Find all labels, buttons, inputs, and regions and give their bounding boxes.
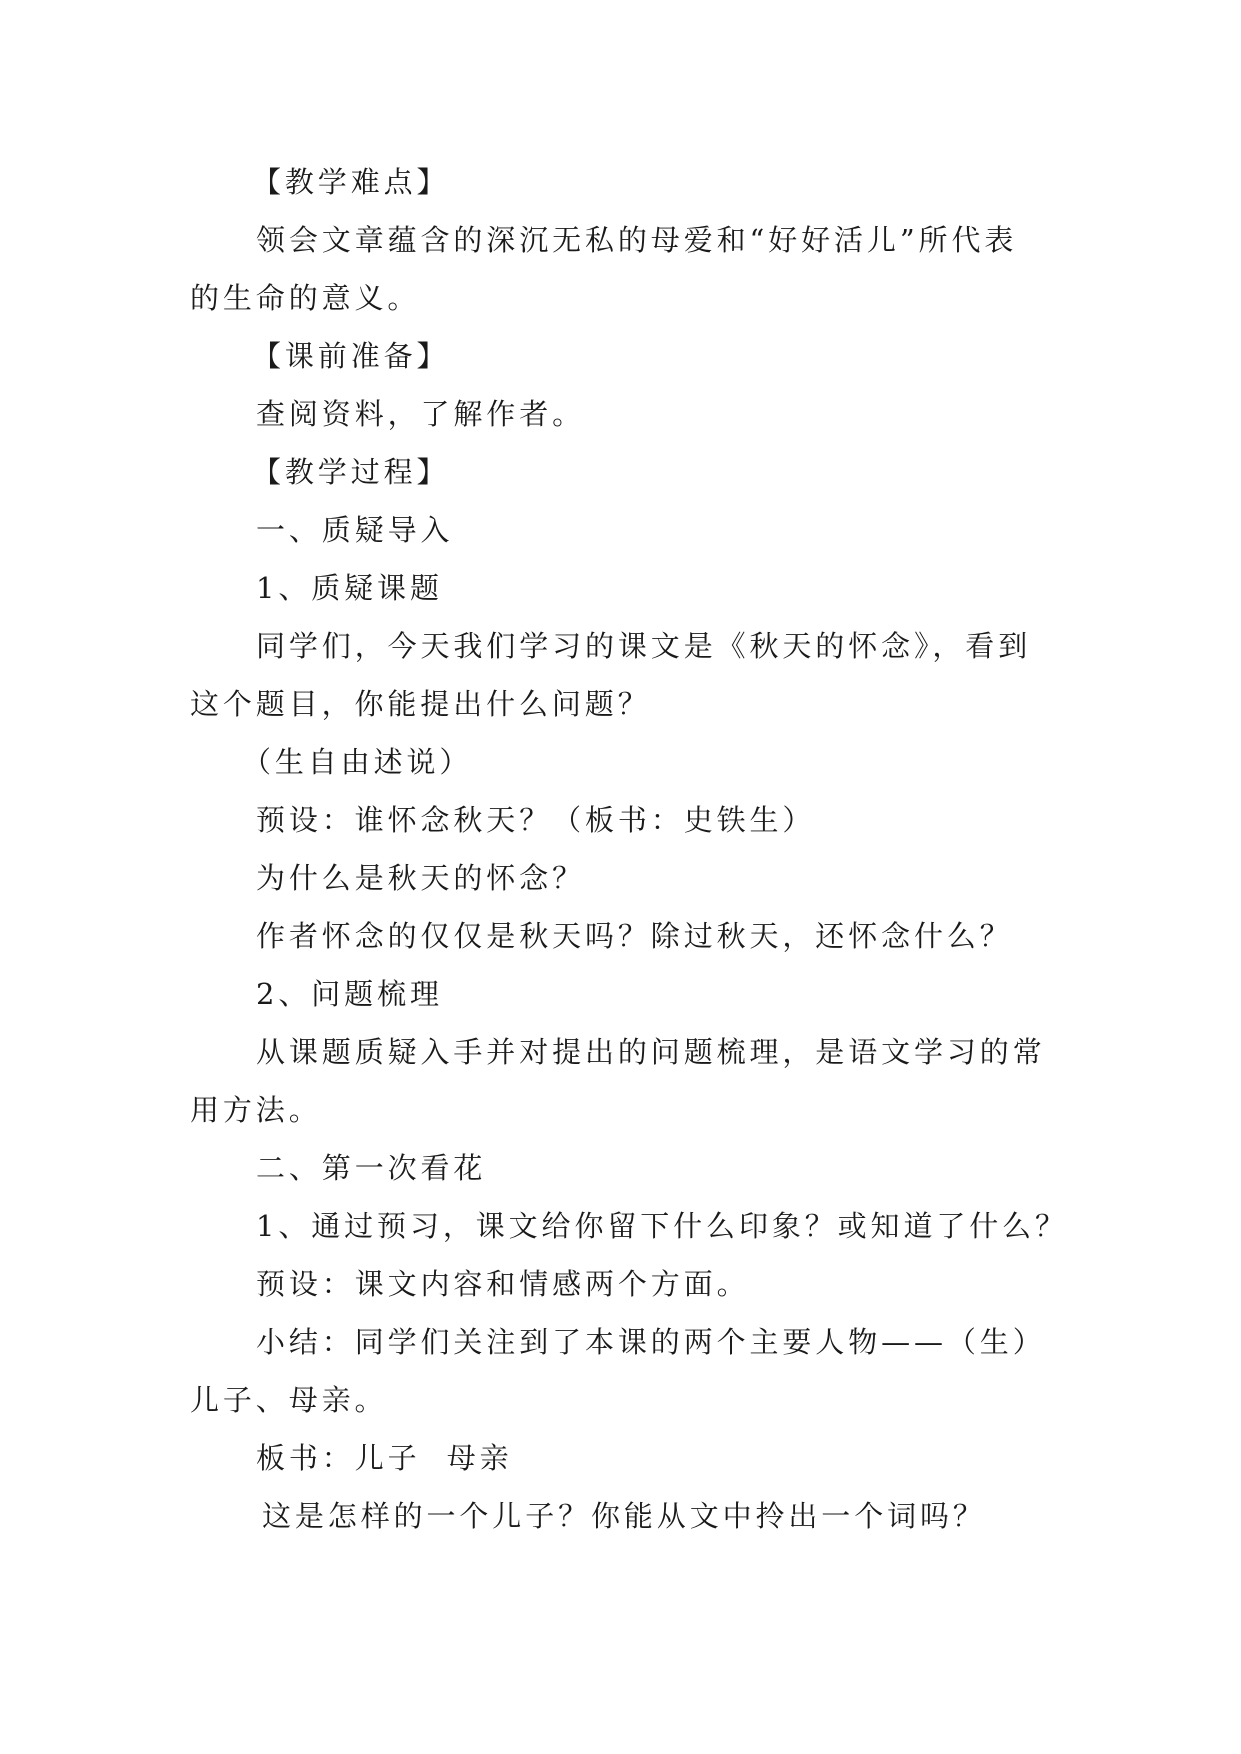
- paragraph-line: （生自由述说）: [242, 745, 473, 779]
- paragraph-line: 这是怎样的一个儿子？你能从文中拎出一个词吗？: [262, 1499, 986, 1533]
- section-heading-teaching-process: 【教学过程】: [252, 455, 450, 489]
- paragraph-line: 小结：同学们关注到了本课的两个主要人物——（生）: [256, 1325, 1046, 1359]
- paragraph-line: 的生命的意义。: [190, 281, 421, 315]
- paragraph-line: 作者怀念的仅仅是秋天吗？除过秋天，还怀念什么？: [256, 919, 1013, 953]
- list-item: 2、问题梳理: [256, 977, 443, 1011]
- paragraph-line: 同学们，今天我们学习的课文是《秋天的怀念》，看到: [256, 629, 1032, 663]
- paragraph-line: 查阅资料，了解作者。: [256, 397, 586, 431]
- paragraph-line: 用方法。: [190, 1093, 322, 1127]
- paragraph-line: 这个题目，你能提出什么问题？: [190, 687, 651, 721]
- paragraph-line: 预设：课文内容和情感两个方面。: [256, 1267, 750, 1301]
- subsection-heading: 一、质疑导入: [256, 513, 454, 547]
- section-heading-preparation: 【课前准备】: [252, 339, 450, 373]
- paragraph-line: 为什么是秋天的怀念？: [256, 861, 586, 895]
- section-heading-teaching-difficulties: 【教学难点】: [252, 165, 450, 199]
- list-item: 1、质疑课题: [256, 571, 443, 605]
- paragraph-line: 板书：儿子 母亲: [256, 1441, 513, 1475]
- list-item: 1、通过预习，课文给你留下什么印象？或知道了什么？: [256, 1209, 1068, 1243]
- subsection-heading: 二、第一次看花: [256, 1151, 487, 1185]
- paragraph-line: 儿子、母亲。: [190, 1383, 388, 1417]
- paragraph-line: 预设：谁怀念秋天？（板书：史铁生）: [256, 803, 816, 837]
- paragraph-line: 领会文章蕴含的深沉无私的母爱和“好好活儿”所代表: [256, 223, 1018, 257]
- paragraph-line: 从课题质疑入手并对提出的问题梳理，是语文学习的常: [256, 1035, 1046, 1069]
